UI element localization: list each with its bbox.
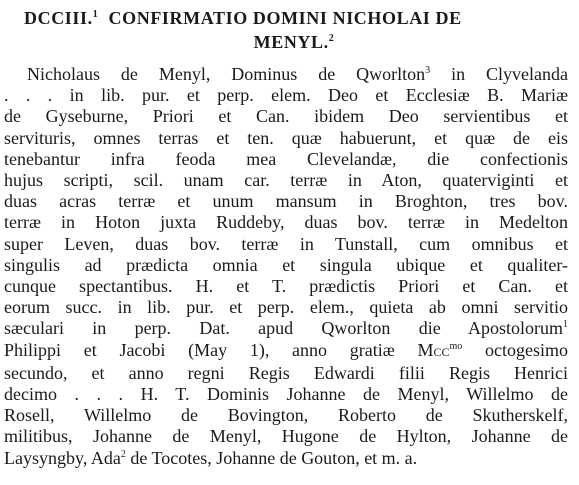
charter-title-line-1: CONFIRMATIO DOMINI NICHOLAI DE <box>108 8 462 28</box>
footnote-marker: 1 <box>92 9 99 20</box>
text-line: militibus, Johanne de Menyl, Hugone de Hylton, Johanne de <box>4 426 568 447</box>
text-line: Nicholaus de Menyl, Dominus de Qworlton$^3$ in Clyvelanda <box>27 64 568 84</box>
text-line: servituris, omnes terras et ten. quæ habuerunt, et quæ de eis <box>4 127 568 148</box>
footnote-marker: 2 <box>120 448 126 460</box>
charter-heading <box>24 6 564 54</box>
text-line: hujus scripti, scil. unam car. terræ in Aton, quaterviginti et <box>4 170 568 191</box>
charter-title-line-2: MENYL. <box>253 32 329 52</box>
text-line: duas acras terræ et unum mansum in Broghton, tres bov. <box>4 191 568 212</box>
text-line: Rosell, Willelmo de Bovington, Roberto de Skutherskelf, <box>4 405 568 426</box>
text-line: Philippi et Jacobi (May 1), anno gratiæ MCC$^{mo}$ octogesimo <box>4 339 568 360</box>
text-line: . . . in lib. pur. et perp. elem. Deo et Ecclesiæ B. Mariæ <box>4 85 568 106</box>
footnote-marker: 2 <box>328 33 335 44</box>
text-line: singulis ad prædicta omnia et singula ubique et qualiter- <box>4 254 568 275</box>
text-line: super Leven, duas bov. terræ in Tunstall, cum omnibus et <box>4 233 568 254</box>
charter-heading-line-2 <box>24 30 564 54</box>
text-line: secundo, et anno regni Regis Edwardi filii Regis Henrici <box>4 362 568 383</box>
footnote-marker: 1 <box>563 319 568 331</box>
text-line: cunque spectantibus. H. et T. prædictis Priori et Can. et <box>4 276 568 297</box>
small-caps-numeral: CC <box>433 344 450 359</box>
charter-number: DCCIII. <box>24 8 93 28</box>
superscript-ordinal: mo <box>449 340 463 352</box>
text-line: sæculari in perp. Dat. apud Qworlton die Apostolorum$^1$ <box>4 318 568 339</box>
text-line: Laysyngby, Ada$^2$ de Tocotes, Johanne de Gouton, et m. a. <box>4 447 418 468</box>
text-line: eorum succ. in lib. pur. et perp. elem., quieta ab omni servitio <box>4 297 568 318</box>
text-line: de Gyseburne, Priori et Can. ibidem Deo servientibus et <box>4 106 568 127</box>
charter-body-text <box>4 64 568 469</box>
footnote-marker: 3 <box>425 65 431 76</box>
text-line: decimo . . . H. T. Dominis Johanne de Menyl, Willelmo de <box>4 384 568 405</box>
charter-heading-line-1 <box>24 6 564 30</box>
text-line: terræ in Hoton juxta Ruddeby, duas bov. terræ in Medelton <box>4 212 568 233</box>
text-line: tenebantur infra feoda mea Clevelandæ, die confectionis <box>4 148 568 169</box>
